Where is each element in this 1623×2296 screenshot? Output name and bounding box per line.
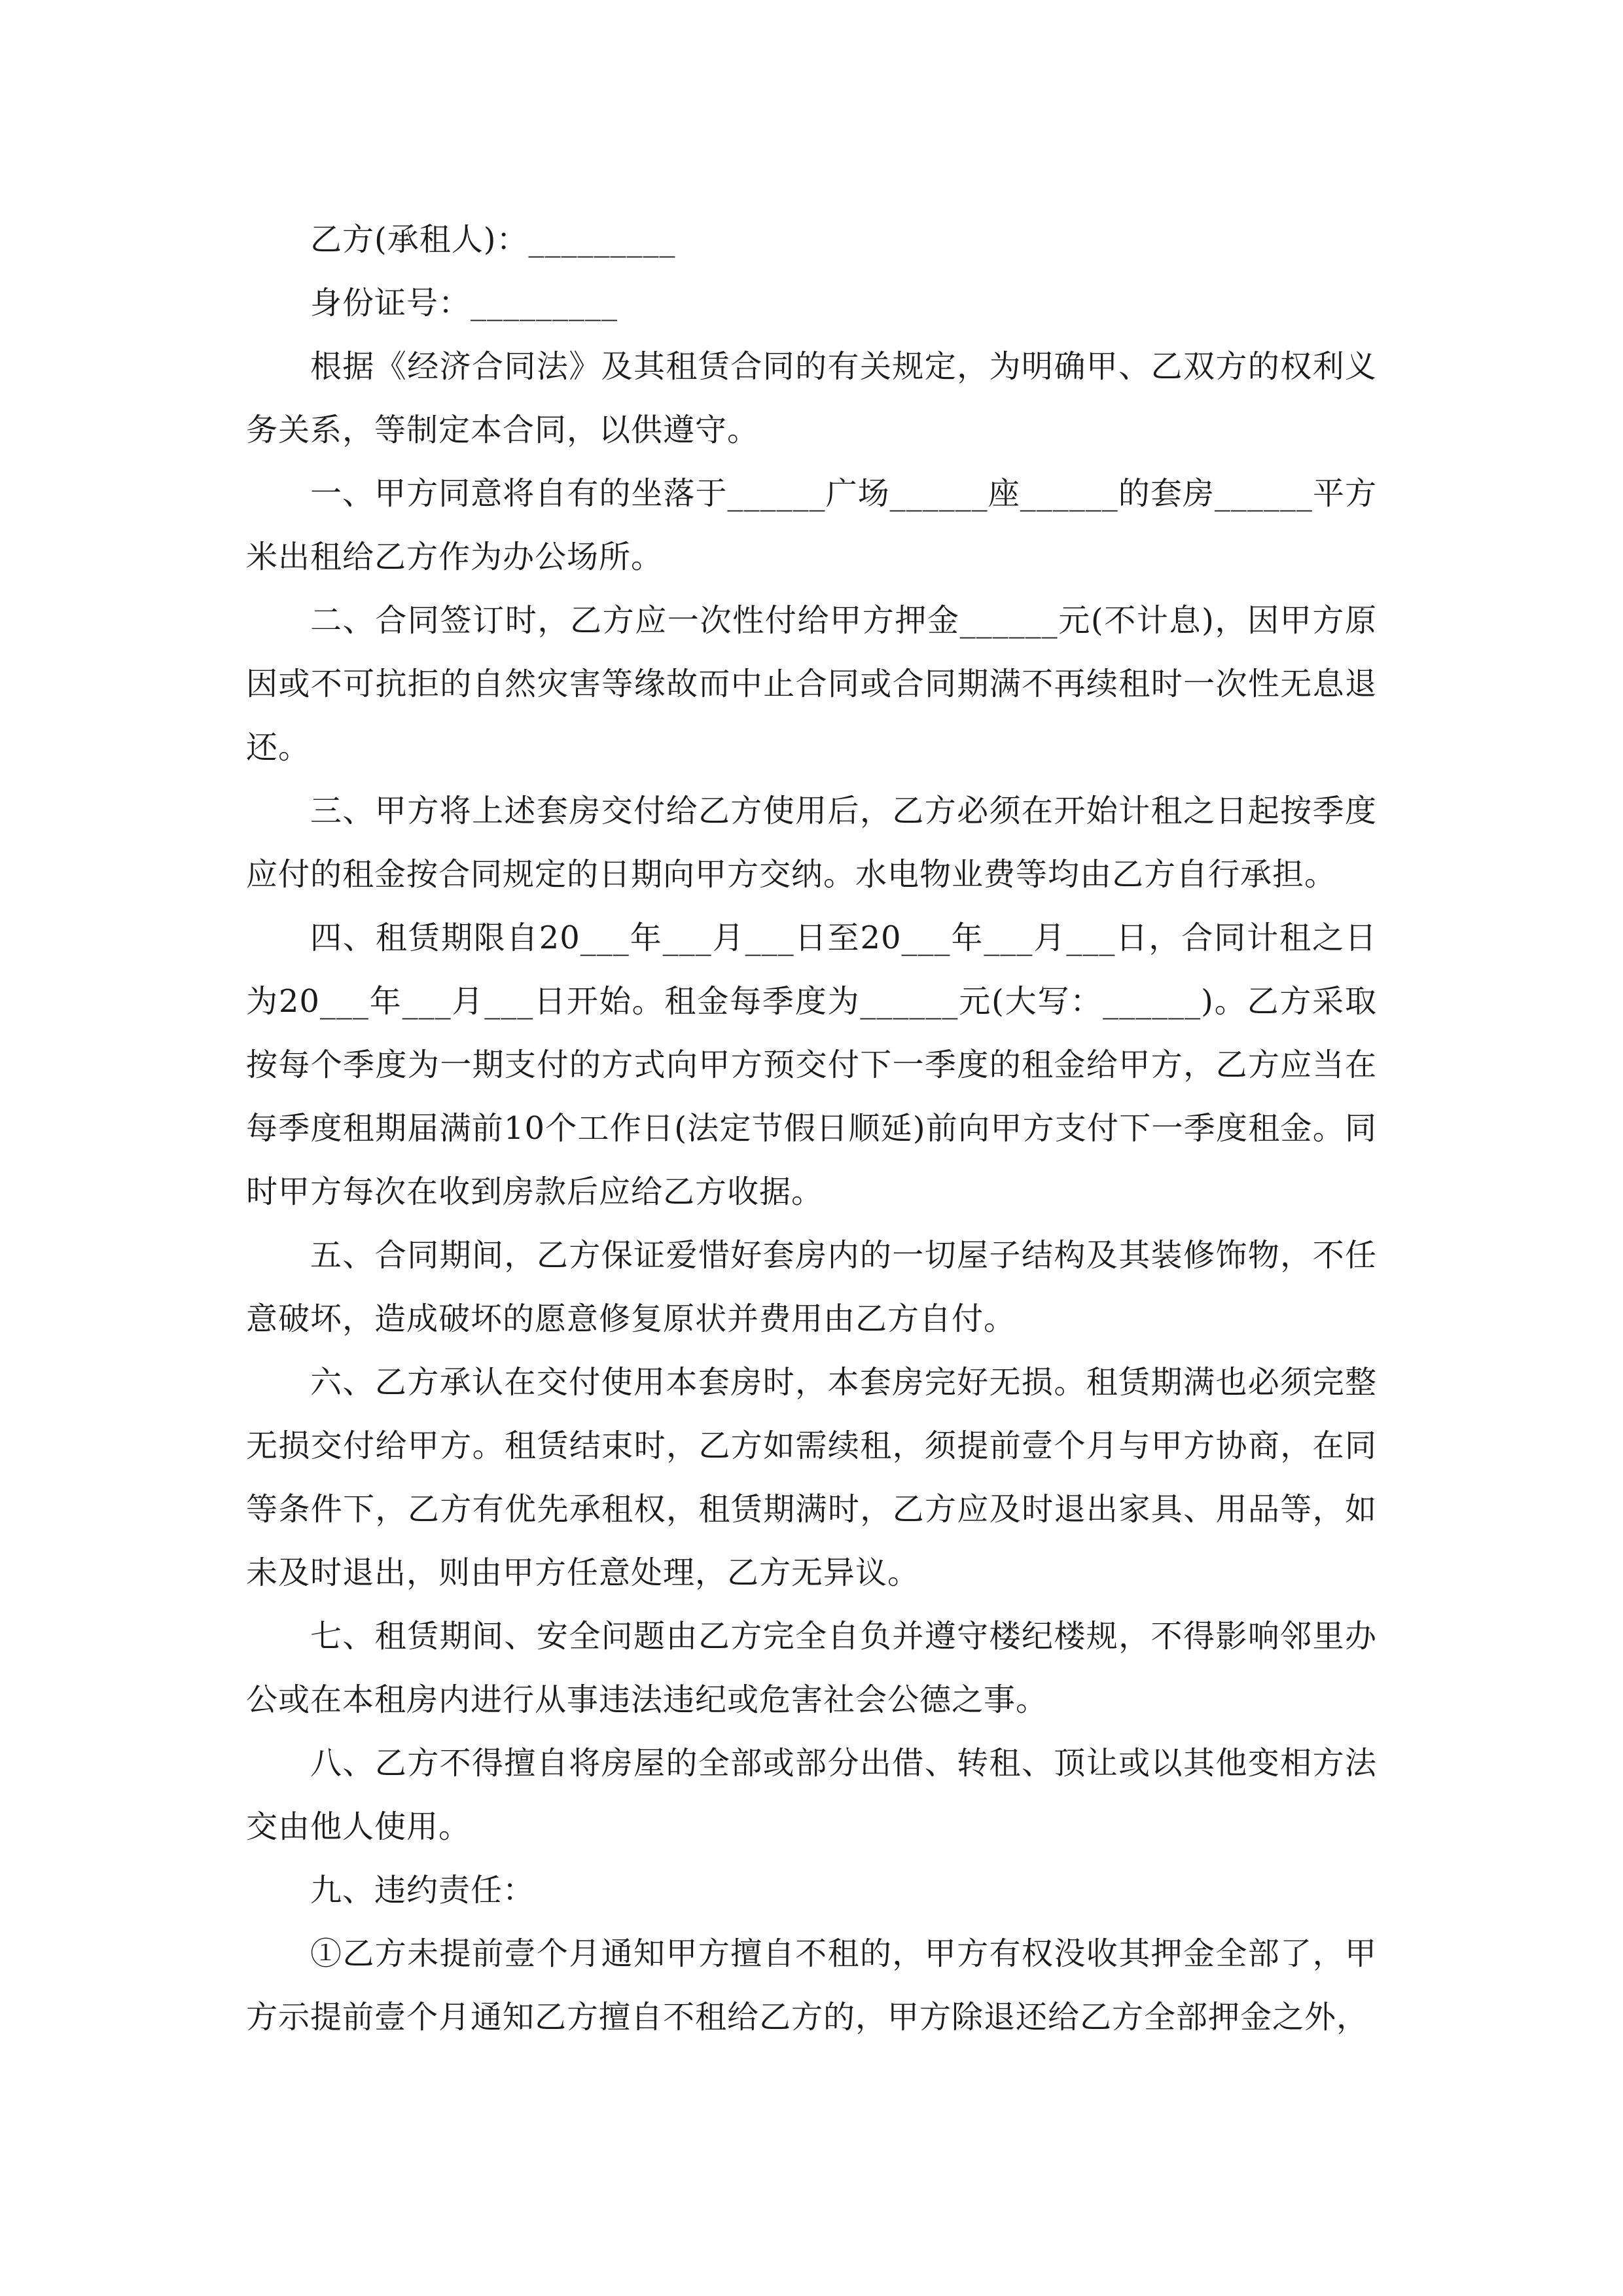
paragraph-text: 六、乙方承认在交付使用本套房时，本套房完好无损。租赁期满也必须完整无损交付给甲方。租赁结束时，乙方如需续租，须提前壹个月与甲方协商，在同等条件下，乙方有优先承租权，租赁期满时，乙方应及时退出家具、用品等，如未及时退出，则由甲方任意处理，乙方无异议。 (246, 1364, 1377, 1591)
document-body (246, 208, 1377, 2049)
clause-3 (246, 780, 1377, 906)
paragraph-preamble (246, 335, 1377, 462)
clause-2 (246, 589, 1377, 780)
clause-4 (246, 906, 1377, 1224)
paragraph-text: 二、合同签订时，乙方应一次性付给甲方押金______元(不计息)，因甲方原因或不可抗拒的自然灾害等缘故而中止合同或合同期满不再续租时一次性无息退还。 (246, 602, 1377, 766)
paragraph-text: 五、合同期间，乙方保证爱惜好套房内的一切屋子结构及其装修饰物，不任意破坏，造成破坏的愿意修复原状并费用由乙方自付。 (246, 1237, 1377, 1337)
clause-9-heading (246, 1859, 1377, 1922)
paragraph-text: 根据《经济合同法》及其租赁合同的有关规定，为明确甲、乙双方的权利义务关系，等制定本合同，以供遵守。 (246, 348, 1377, 448)
paragraph-text: 三、甲方将上述套房交付给乙方使用后，乙方必须在开始计租之日起按季度应付的租金按合同规定的日期向甲方交纳。水电物业费等均由乙方自行承担。 (246, 793, 1377, 893)
clause-5 (246, 1224, 1377, 1351)
clause-8 (246, 1732, 1377, 1859)
paragraph-text: ①乙方未提前壹个月通知甲方擅自不租的，甲方有权没收其押金全部了，甲方示提前壹个月通知乙方擅自不租给乙方的，甲方除退还给乙方全部押金之外， (246, 1935, 1377, 2036)
clause-7 (246, 1605, 1377, 1732)
paragraph-tenant (246, 208, 1377, 272)
clause-9-item-1 (246, 1922, 1377, 2049)
clause-1 (246, 462, 1377, 589)
clause-6 (246, 1351, 1377, 1605)
paragraph-text: 四、租赁期限自20___年___月___日至20___年___月___日，合同计租之日为20___年___月___日开始。租金每季度为______元(大写：______)。乙方采取按每个季度为一期支付的方式向甲方预交付下一季度的租金给甲方，乙方应当在每季度租期届满前10个工作日(法定节假日顺延)前向甲方支付下一季度租金。同时甲方每次在收到房款后应给乙方收据。 (246, 920, 1377, 1210)
paragraph-id-number (246, 272, 1377, 335)
paragraph-text: 九、违约责任： (310, 1872, 535, 1909)
paragraph-text: 乙方(承租人)：_________ (310, 221, 676, 258)
paragraph-text: 一、甲方同意将自有的坐落于______广场______座______的套房______平方米出租给乙方作为办公场所。 (246, 475, 1377, 575)
paragraph-text: 七、租赁期间、安全问题由乙方完全自负并遵守楼纪楼规，不得影响邻里办公或在本租房内进行从事违法违纪或危害社会公德之事。 (246, 1618, 1377, 1718)
paragraph-text: 身份证号：_________ (310, 285, 618, 321)
paragraph-text: 八、乙方不得擅自将房屋的全部或部分出借、转租、顶让或以其他变相方法交由他人使用。 (246, 1745, 1377, 1845)
